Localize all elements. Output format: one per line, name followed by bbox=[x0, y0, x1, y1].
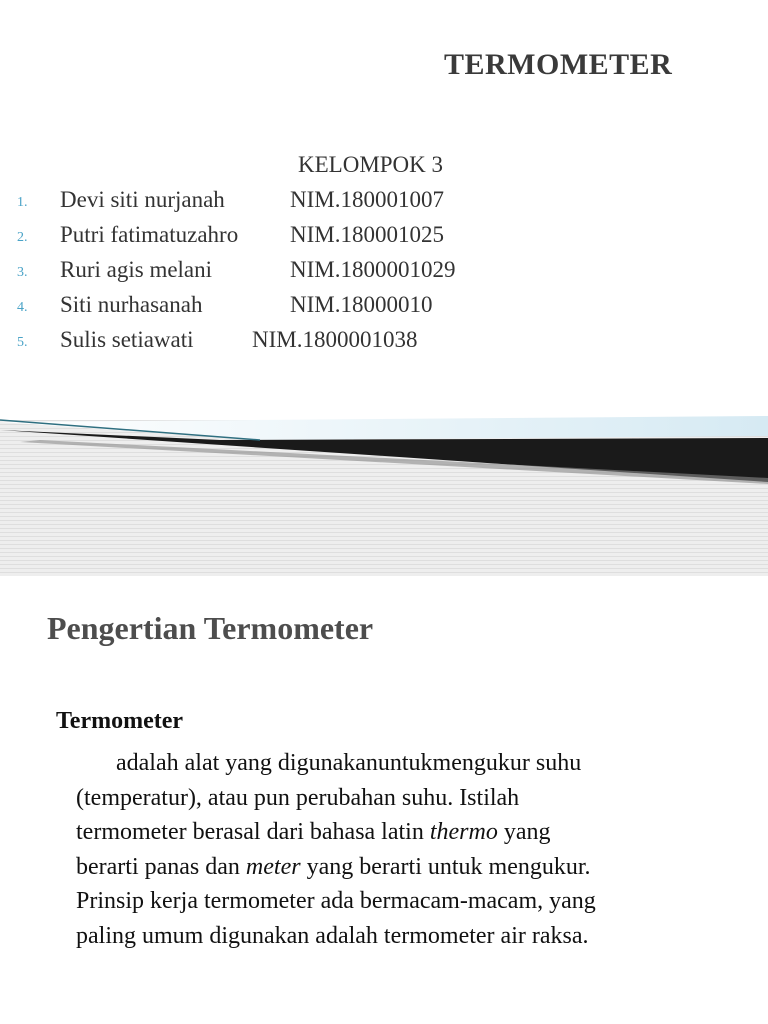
group-label: KELOMPOK 3 bbox=[298, 152, 444, 177]
member-name: Devi siti nurjanah bbox=[60, 187, 225, 212]
member-nim: NIM.180001025 bbox=[290, 222, 444, 247]
member-number: 1. bbox=[17, 195, 28, 210]
paragraph-line: adalah alat yang digunakanuntukmengukur suhu bbox=[116, 750, 582, 776]
paragraph-line bbox=[76, 815, 716, 850]
member-number: 5. bbox=[17, 335, 28, 350]
member-name: Putri fatimatuzahro bbox=[60, 222, 239, 247]
paragraph-text: termometer berasal dari bahasa latin bbox=[76, 819, 430, 845]
slide-title: TERMOMETER bbox=[444, 48, 673, 81]
definition-paragraph bbox=[76, 746, 716, 953]
paragraph-line: paling umum digunakan adalah termometer air raksa. bbox=[76, 922, 589, 949]
member-number: 2. bbox=[17, 230, 28, 245]
member-number: 3. bbox=[17, 265, 28, 280]
paragraph-text: yang berarti untuk mengukur. bbox=[300, 853, 591, 880]
paragraph-line: Prinsip kerja termometer ada bermacam-macam, yang bbox=[76, 888, 596, 914]
emphasis-meter: meter bbox=[245, 853, 301, 880]
content-slide bbox=[0, 576, 768, 1024]
member-nim: NIM.1800001038 bbox=[252, 327, 418, 352]
paragraph-line: (temperatur), atau pun perubahan suhu. Istilah bbox=[76, 784, 520, 811]
member-name: Ruri agis melani bbox=[60, 257, 213, 282]
term-label: Termometer bbox=[56, 708, 184, 734]
emphasis-thermo: thermo bbox=[429, 819, 498, 845]
slide-heading: Pengertian Termometer bbox=[47, 610, 374, 646]
decorative-band bbox=[0, 400, 768, 576]
member-item bbox=[0, 327, 768, 361]
paragraph-text: yang bbox=[497, 819, 551, 845]
member-item bbox=[0, 187, 768, 221]
member-nim: NIM.180001007 bbox=[290, 187, 444, 212]
paragraph-line bbox=[76, 850, 716, 885]
member-name: Sulis setiawati bbox=[60, 327, 194, 352]
member-nim: NIM.1800001029 bbox=[290, 257, 456, 282]
member-item bbox=[0, 292, 768, 326]
member-nim: NIM.18000010 bbox=[290, 292, 433, 317]
member-name: Siti nurhasanah bbox=[60, 292, 203, 317]
member-number: 4. bbox=[17, 300, 28, 315]
paragraph-text: berarti panas dan bbox=[76, 853, 246, 880]
member-item bbox=[0, 257, 768, 291]
member-item bbox=[0, 222, 768, 256]
